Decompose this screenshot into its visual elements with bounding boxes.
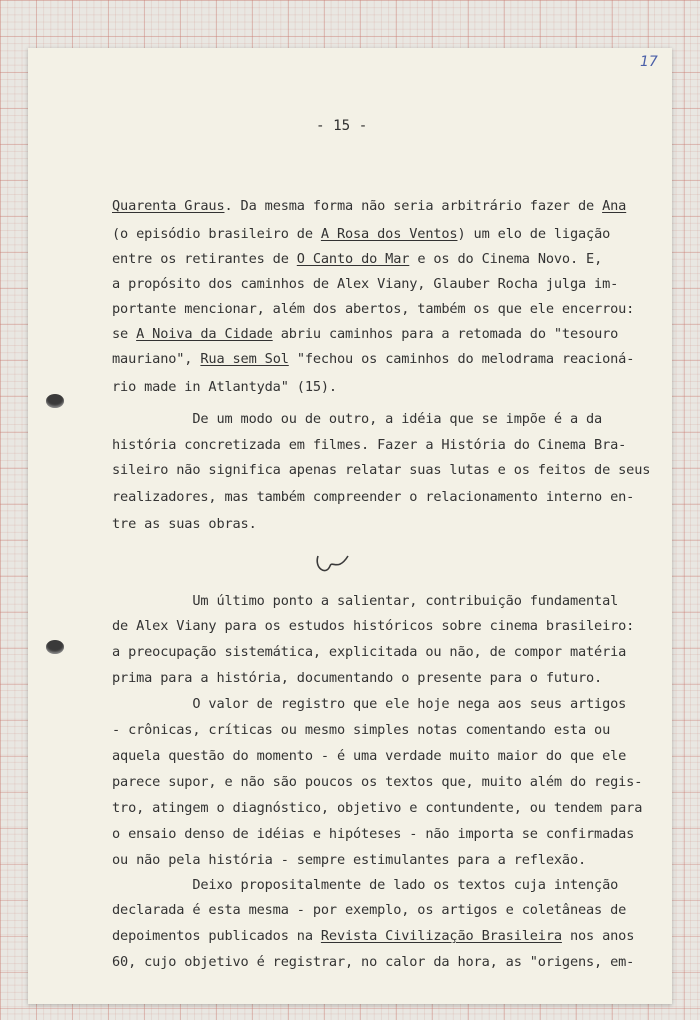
text-segment: 60, cujo objetivo é registrar, no calor da hora, as "origens, em- xyxy=(112,954,635,970)
text-line xyxy=(112,877,618,893)
text-line xyxy=(112,618,634,634)
text-segment: abriu caminhos para a retomada do "tesouro xyxy=(272,326,619,342)
text-line xyxy=(112,489,634,505)
text-line xyxy=(112,774,642,790)
text-line xyxy=(112,928,634,944)
underlined-title: O Canto do Mar xyxy=(296,251,410,267)
text-segment: a propósito dos caminhos de Alex Viany, Glauber Rocha julga im- xyxy=(112,276,619,292)
text-line xyxy=(112,276,618,292)
text-line xyxy=(112,198,626,214)
text-segment: declarada é esta mesma - por exemplo, os artigos e coletâneas de xyxy=(112,902,627,918)
text-line xyxy=(112,722,610,738)
section-divider-mark xyxy=(312,550,352,578)
text-line xyxy=(112,748,626,764)
text-segment: sileiro não significa apenas relatar suas lutas e os feitos de seus xyxy=(112,462,651,478)
punch-hole xyxy=(46,394,64,408)
text-segment: ou não pela história - sempre estimulantes para a reflexão. xyxy=(112,852,587,868)
underlined-title: A Rosa dos Ventos xyxy=(320,226,458,242)
text-segment: O valor de registro que ele hoje nega aos seus artigos xyxy=(112,696,627,712)
text-line xyxy=(112,226,610,242)
text-segment: ) um elo de ligação xyxy=(457,226,611,242)
text-line xyxy=(112,326,618,342)
text-segment: realizadores, mas também compreender o relacionamento interno en- xyxy=(112,489,635,505)
text-line xyxy=(112,351,634,367)
text-segment: a preocupação sistemática, explicitada ou não, de compor matéria xyxy=(112,644,627,660)
text-segment: - crônicas, críticas ou mesmo simples notas comentando esta ou xyxy=(112,722,611,738)
text-line xyxy=(112,644,626,660)
text-segment: De um modo ou de outro, a idéia que se impõe é a da xyxy=(112,411,603,427)
text-line xyxy=(112,301,634,317)
text-line xyxy=(112,826,634,842)
underlined-title: Revista Civilização Brasileira xyxy=(320,928,562,944)
text-line xyxy=(112,379,337,395)
text-line xyxy=(112,411,602,427)
text-segment: rio made in Atlantyda" (15). xyxy=(112,379,337,395)
text-segment: entre os retirantes de xyxy=(112,251,297,267)
text-segment: história concretizada em filmes. Fazer a História do Cinema Bra- xyxy=(112,437,627,453)
text-segment: aquela questão do momento - é uma verdade muito maior do que ele xyxy=(112,748,627,764)
text-segment: mauriano", xyxy=(112,351,201,367)
text-line xyxy=(112,251,602,267)
text-segment: se xyxy=(112,326,137,342)
typewritten-page xyxy=(28,48,672,1004)
text-line xyxy=(112,670,602,686)
text-line xyxy=(112,800,642,816)
text-line xyxy=(112,593,618,609)
text-segment: de Alex Viany para os estudos históricos sobre cinema brasileiro: xyxy=(112,618,635,634)
underlined-title: Quarenta Graus xyxy=(112,198,225,214)
text-line xyxy=(112,516,257,532)
text-line xyxy=(112,437,626,453)
text-segment: tre as suas obras. xyxy=(112,516,257,532)
text-segment: e os do Cinema Novo. E, xyxy=(409,251,603,267)
text-segment: "fechou os caminhos do melodrama reacioná- xyxy=(288,351,635,367)
underlined-title: Ana xyxy=(602,198,627,214)
text-line xyxy=(112,954,634,970)
text-line xyxy=(112,852,586,868)
text-line xyxy=(112,902,626,918)
text-line xyxy=(112,696,626,712)
underlined-title: Rua sem Sol xyxy=(200,351,289,367)
text-segment: Um último ponto a salientar, contribuição fundamental xyxy=(112,593,619,609)
underlined-title: A Noiva da Cidade xyxy=(136,326,273,342)
text-segment: nos anos xyxy=(561,928,635,944)
text-segment: prima para a história, documentando o presente para o futuro. xyxy=(112,670,603,686)
text-line xyxy=(112,462,650,478)
text-segment: . Da mesma forma não seria arbitrário fazer de xyxy=(224,198,603,214)
text-segment: Deixo propositalmente de lado os textos cuja intenção xyxy=(112,877,619,893)
punch-hole xyxy=(46,640,64,654)
handwritten-folio-number: 17 xyxy=(640,54,658,70)
text-segment: parece supor, e não são poucos os textos que, muito além do regis- xyxy=(112,774,643,790)
text-segment: o ensaio denso de idéias e hipóteses - não importa se confirmadas xyxy=(112,826,635,842)
text-segment: (o episódio brasileiro de xyxy=(112,226,321,242)
text-segment: depoimentos publicados na xyxy=(112,928,321,944)
page-number: - 15 - xyxy=(316,118,368,134)
text-segment: tro, atingem o diagnóstico, objetivo e contundente, ou tendem para xyxy=(112,800,643,816)
text-segment: portante mencionar, além dos abertos, também os que ele encerrou: xyxy=(112,301,635,317)
